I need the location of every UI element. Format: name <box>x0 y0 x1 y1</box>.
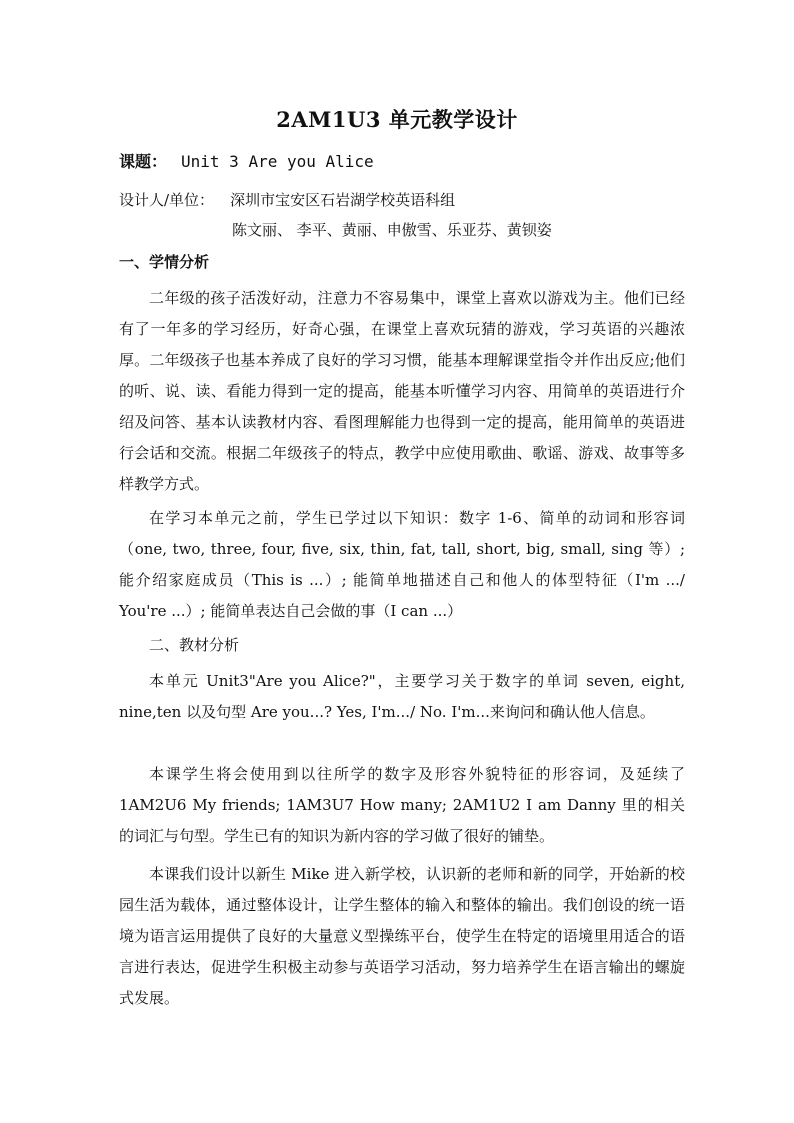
topic-label: 课题： <box>119 152 168 171</box>
designer-names: 陈文丽、 李平、黄丽、申傲雪、乐亚芬、黄钡姿 <box>232 221 552 239</box>
section2-paragraph-1: 本单元 Unit3"Are you Alice?"，主要学习关于数字的单词 seven, eight, nine,ten 以及句型 Are you...? Yes, I'm.../ No. I'm...来询问和确认他人信息。 <box>119 672 685 721</box>
designer-unit: 深圳市宝安区石岩湖学校英语科组 <box>230 191 456 209</box>
section1-paragraph-1: 二年级的孩子活泼好动，注意力不容易集中，课堂上喜欢以游戏为主。他们已经有了一年多的学习经历，好奇心强，在课堂上喜欢玩猜的游戏，学习英语的兴趣浓厚。二年级孩子也基本养成了良好的学习习惯，能基本理解课堂指令并作出反应;他们的听、说、读、看能力得到一定的提高，能基本听懂学习内容、用简单的英语进行介绍及问答、基本认读教材内容、看图理解能力也得到一定的提高，能用简单的英语进行会话和交流。根据二年级孩子的特点，教学中应使用歌曲、歌谣、游戏、故事等多样教学方式。 <box>119 289 685 493</box>
section2-paragraph-2: 本课学生将会使用到以往所学的数字及形容外貌特征的形容词，及延续了 1AM2U6 My friends; 1AM3U7 How many; 2AM1U2 I am Danny 里的相关的词汇与句型。学生已有的知识为新内容的学习做了很好的铺垫。 <box>119 765 685 845</box>
topic-value: Unit 3 Are you Alice <box>181 152 374 171</box>
section2-paragraph-3: 本课我们设计以新生 Mike 进入新学校，认识新的老师和新的同学，开始新的校园生活为载体，通过整体设计，让学生整体的输入和整体的输出。我们创设的统一语境为语言运用提供了良好的大量意义型操练平台，使学生在特定的语境里用适合的语言进行表达，促进学生积极主动参与英语学习活动，努力培养学生在语言输出的螺旋式发展。 <box>119 865 685 1007</box>
designer-label: 设计人/单位： <box>119 191 215 209</box>
section1-heading: 一、学情分析 <box>119 253 210 271</box>
section1-paragraph-2: 在学习本单元之前，学生已学过以下知识：数字 1-6、简单的动词和形容词（one, two, three, four, five, six, thin, fat, tall, short, big, small, sing 等）; 能介绍家庭成员（This is ...）; 能简单地描述自己和他人的体型特征（I'm .../ You're ...）; 能简单表达自己会做的事（I can ...） <box>119 509 685 620</box>
section2-heading: 二、教材分析 <box>149 636 240 654</box>
designer-line <box>119 190 689 210</box>
document-title: 2AM1U3 单元教学设计 <box>276 107 518 132</box>
topic-line <box>119 152 689 172</box>
